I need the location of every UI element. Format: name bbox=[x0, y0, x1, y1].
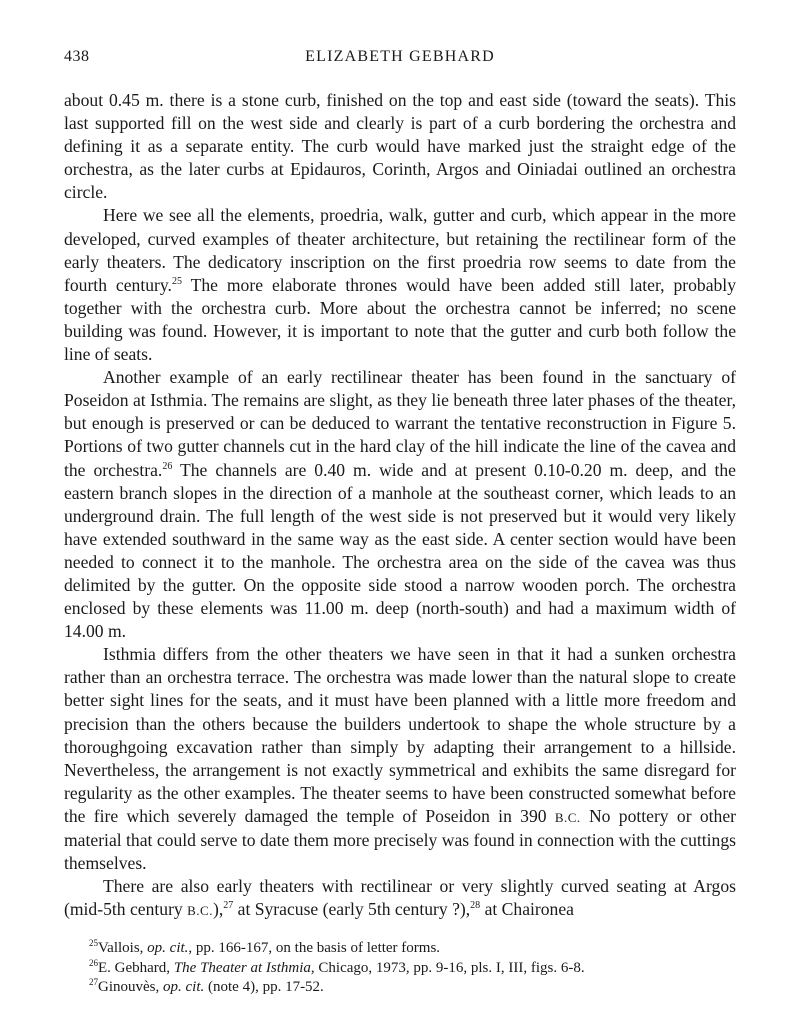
paragraph-text: Another example of an early rectilinear theater has been found in the sanctuary of Poseidon at Isthmia. The remains are slight, as they lie beneath three later phases of the theater, but enough is preserved or can be deduced to warrant the tentative reconstruction in Figure 5. Portions of two gutter channels cut in the hard clay of the hill indicate the line of the cavea and the orchestra. bbox=[64, 367, 736, 480]
footnote-number: 27 bbox=[89, 977, 98, 988]
paragraph bbox=[64, 875, 736, 922]
era-abbreviation: B.C. bbox=[187, 903, 213, 919]
footnote-text: (note 4), pp. 17-52. bbox=[204, 979, 324, 996]
footnote-author: E. Gebhard, bbox=[98, 959, 174, 976]
footnote-work: op. cit. bbox=[163, 979, 205, 996]
footnote-reference[interactable]: 27 bbox=[223, 900, 234, 912]
paragraph-text: The channels are 0.40 m. wide and at present 0.10-0.20 m. deep, and the eastern branch slopes in the direction of a manhole at the southeast corner, which leads to an underground drain. The full length of the west side is not preserved but it would very likely have extended southward in the same way as the east side. A center section would have been needed to connect it to the manhole. The orchestra area on the side of the cavea was thus delimited by the gutter. On the opposite side stood a narrow wooden porch. The orchestra enclosed by these elements was 11.00 m. deep (north-south) and had a maximum width of 14.00 m. bbox=[64, 459, 736, 642]
running-head bbox=[64, 48, 736, 72]
footnote-reference[interactable]: 28 bbox=[470, 900, 481, 912]
paragraph bbox=[64, 204, 736, 366]
footnote-work: The Theater at Isthmia bbox=[173, 959, 311, 976]
paragraph-text: about 0.45 m. there is a stone curb, finished on the top and east side (toward the seats). This last supported fill on the west side and clearly is part of a curb bordering the orchestra and defining it as a separate entity. The curb would have marked just the straight edge of the orchestra, as the later curbs at Epidauros, Corinth, Argos and Oiniadai outlined an orchestra circle. bbox=[64, 90, 736, 203]
footnote-work: op. cit. bbox=[147, 940, 189, 957]
footnote bbox=[89, 978, 736, 998]
footnote bbox=[89, 959, 736, 979]
footnote-text: , pp. 166-167, on the basis of letter forms. bbox=[188, 940, 441, 957]
paragraph bbox=[64, 89, 736, 204]
paragraph-text: Isthmia differs from the other theaters we have seen in that it had a sunken orchestra rather than an orchestra terrace. The orchestra was made lower than the natural slope to create better sight lines for the seats, and it must have been planned with a little more freedom and precision than the others because the builders undertook to shape the whole structure by a thoroughgoing excavation rather than simply by adapting their arrangement to a hillside. Nevertheless, the arrangement is not exactly symmetrical and exhibits the same disregard for regularity as the other examples. The theater seems to have been constructed somewhat before the fire which severely damaged the temple of Poseidon in 390 bbox=[64, 644, 736, 826]
running-head-author: ELIZABETH GEBHARD bbox=[305, 48, 495, 65]
footnote-reference[interactable]: 25 bbox=[171, 275, 182, 287]
footnote-author: Vallois, bbox=[98, 940, 148, 957]
paragraph-text: at Syracuse (early 5th century ?), bbox=[233, 899, 471, 920]
page bbox=[64, 48, 736, 998]
era-abbreviation: B.C. bbox=[554, 809, 581, 825]
body-text bbox=[64, 89, 736, 922]
paragraph-text: There are also early theaters with rectilinear or very slightly curved seating at Argos (mid-5th century bbox=[64, 876, 736, 920]
footnote bbox=[89, 939, 736, 959]
footnote-reference[interactable]: 26 bbox=[162, 460, 173, 472]
footnote-number: 25 bbox=[89, 938, 98, 949]
paragraph-text: ), bbox=[212, 899, 224, 920]
paragraph-text: at Chaironea bbox=[480, 899, 574, 920]
paragraph-text: The more elaborate thrones would have been added still later, probably together with the orchestra curb. More about the orchestra cannot be inferred; no scene building was found. However, it is important to note that the gutter and curb both follow the line of seats. bbox=[64, 274, 736, 365]
footnote-author: Ginouvès, bbox=[98, 979, 163, 996]
paragraph-text: Here we see all the elements, proedria, walk, gutter and curb, which appear in the more developed, curved examples of theater architecture, but retaining the rectilinear form of the early theaters. The dedicatory inscription on the first proedria row seems to date from the fourth century. bbox=[64, 205, 736, 295]
footnote-text: , Chicago, 1973, pp. 9-16, pls. I, III, figs. 6-8. bbox=[310, 959, 585, 976]
footnote-number: 26 bbox=[89, 957, 98, 968]
paragraph bbox=[64, 366, 736, 643]
paragraph bbox=[64, 643, 736, 875]
footnotes bbox=[64, 939, 736, 998]
paragraph-text: No pottery or other material that could serve to date them more precisely was found in connection with the cuttings themselves. bbox=[64, 805, 736, 874]
page-number: 438 bbox=[64, 48, 90, 65]
